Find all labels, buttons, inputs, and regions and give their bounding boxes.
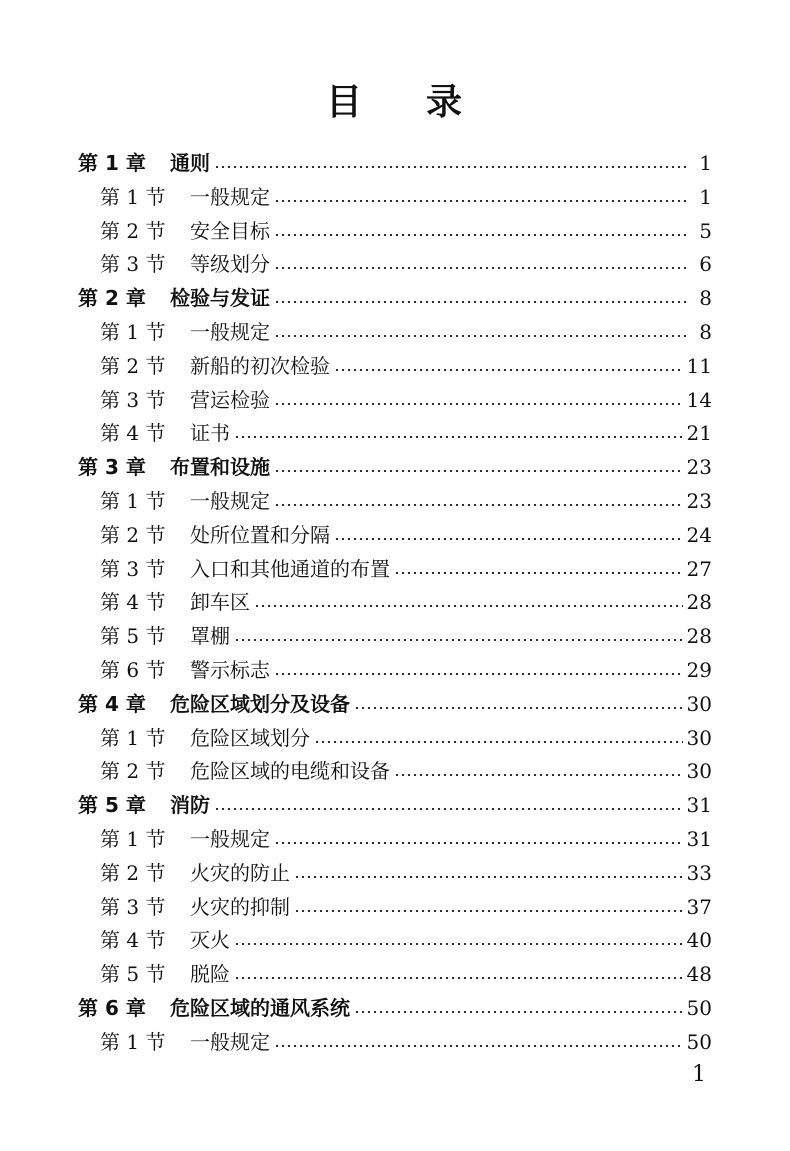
entry-label xyxy=(100,957,230,991)
entry-page-number: 11 xyxy=(686,353,712,378)
entry-title: 检验与发证 xyxy=(170,286,270,311)
entry-title: 消防 xyxy=(170,793,210,818)
entry-page-number: 30 xyxy=(686,725,712,750)
dot-leader xyxy=(234,943,683,945)
toc-section-entry xyxy=(100,383,712,417)
entry-label xyxy=(100,484,270,518)
dot-leader xyxy=(294,876,683,878)
entry-label xyxy=(100,754,390,788)
toc-chapter-entry xyxy=(78,788,712,822)
entry-title: 一般规定 xyxy=(190,489,270,513)
entry-number: 第 2 节 xyxy=(100,759,166,784)
entry-title: 危险区域的电缆和设备 xyxy=(190,759,390,784)
toc-section-entry xyxy=(100,552,712,586)
entry-title: 一般规定 xyxy=(190,320,270,344)
entry-number: 第 1 节 xyxy=(100,827,166,851)
entry-page-number: 1 xyxy=(699,184,712,209)
entry-number: 第 1 节 xyxy=(100,725,166,750)
entry-page-number: 14 xyxy=(686,387,712,412)
entry-label xyxy=(100,1025,270,1059)
entry-page-number: 27 xyxy=(686,556,712,581)
entry-number: 第 1 节 xyxy=(100,184,166,209)
dot-leader xyxy=(274,200,690,202)
entry-page-number: 23 xyxy=(686,489,712,513)
entry-label xyxy=(100,416,230,450)
entry-title: 卸车区 xyxy=(190,590,250,615)
dot-leader xyxy=(214,166,690,168)
entry-number: 第 2 节 xyxy=(100,353,166,378)
dot-leader xyxy=(394,774,683,776)
entry-page-number: 33 xyxy=(686,860,712,885)
entry-title: 一般规定 xyxy=(190,184,270,209)
entry-page-number: 37 xyxy=(686,894,712,919)
toc-section-entry xyxy=(100,349,712,383)
toc-section-entry xyxy=(100,721,712,755)
entry-page-number: 8 xyxy=(699,320,712,344)
toc-chapter-entry xyxy=(78,281,712,315)
dot-leader xyxy=(274,234,690,236)
entry-label xyxy=(100,856,290,890)
entry-label xyxy=(100,214,270,248)
dot-leader xyxy=(294,910,683,912)
title-char-right: 录 xyxy=(426,82,465,123)
entry-number: 第 2 节 xyxy=(100,522,166,547)
entry-page-number: 31 xyxy=(686,793,712,818)
toc-section-entry xyxy=(100,247,712,281)
dot-leader xyxy=(354,707,683,709)
toc-section-entry xyxy=(100,653,712,687)
entry-label xyxy=(100,349,330,383)
toc-chapter-entry xyxy=(78,146,712,180)
entry-title: 入口和其他通道的布置 xyxy=(190,556,390,581)
entry-title: 新船的初次检验 xyxy=(190,353,330,378)
entry-title: 布置和设施 xyxy=(170,455,270,480)
toc-section-entry xyxy=(100,890,712,924)
entry-number: 第 4 章 xyxy=(78,691,146,716)
entry-label xyxy=(100,653,270,687)
dot-leader xyxy=(274,301,690,303)
entry-label xyxy=(78,788,210,822)
dot-leader xyxy=(274,1045,683,1047)
entry-title: 一般规定 xyxy=(190,1029,270,1054)
entry-title: 火灾的防止 xyxy=(190,860,290,885)
entry-page-number: 30 xyxy=(686,759,712,784)
toc-section-entry xyxy=(100,518,712,552)
entry-page-number: 40 xyxy=(686,928,712,953)
entry-page-number: 28 xyxy=(686,624,712,649)
entry-number: 第 1 章 xyxy=(78,151,146,175)
entry-label xyxy=(100,315,270,349)
entry-page-number: 24 xyxy=(686,522,712,547)
entry-page-number: 30 xyxy=(686,691,712,716)
page-title xyxy=(0,74,790,125)
entry-label xyxy=(100,552,390,586)
toc-section-entry xyxy=(100,856,712,890)
dot-leader xyxy=(214,808,683,810)
entry-page-number: 21 xyxy=(686,421,712,446)
toc-section-entry xyxy=(100,315,712,349)
entry-number: 第 1 节 xyxy=(100,320,166,344)
entry-number: 第 5 章 xyxy=(78,793,146,818)
entry-number: 第 6 章 xyxy=(78,996,146,1020)
toc-section-entry xyxy=(100,416,712,450)
dot-leader xyxy=(334,538,683,540)
dot-leader xyxy=(274,842,683,844)
entry-title: 等级划分 xyxy=(190,252,270,277)
entry-label xyxy=(78,146,210,180)
entry-label xyxy=(78,687,350,721)
entry-label xyxy=(100,822,270,856)
dot-leader xyxy=(234,977,683,979)
entry-number: 第 3 章 xyxy=(78,455,146,480)
entry-number: 第 5 节 xyxy=(100,962,166,987)
toc-section-entry xyxy=(100,1025,712,1059)
entry-page-number: 50 xyxy=(686,1029,712,1054)
dot-leader xyxy=(394,572,683,574)
entry-page-number: 6 xyxy=(699,252,712,277)
entry-page-number: 31 xyxy=(686,827,712,851)
entry-title: 安全目标 xyxy=(190,218,270,243)
entry-title: 营运检验 xyxy=(190,387,270,412)
entry-title: 脱险 xyxy=(190,962,230,987)
dot-leader xyxy=(274,267,690,269)
entry-title: 危险区域划分 xyxy=(190,725,310,750)
toc-section-entry xyxy=(100,214,712,248)
entry-title: 灭火 xyxy=(190,928,230,953)
entry-page-number: 29 xyxy=(686,658,712,682)
entry-number: 第 2 章 xyxy=(78,286,146,311)
entry-number: 第 6 节 xyxy=(100,658,166,682)
entry-number: 第 1 节 xyxy=(100,1029,166,1054)
entry-label xyxy=(100,721,310,755)
entry-number: 第 4 节 xyxy=(100,421,166,446)
entry-label xyxy=(100,585,250,619)
toc-section-entry xyxy=(100,484,712,518)
dot-leader xyxy=(314,741,683,743)
entry-title: 罩棚 xyxy=(190,624,230,649)
entry-label xyxy=(100,247,270,281)
toc-section-entry xyxy=(100,822,712,856)
toc-section-entry xyxy=(100,180,712,214)
page-number: 1 xyxy=(692,1062,706,1087)
entry-label xyxy=(78,281,270,315)
toc-chapter-entry xyxy=(78,450,712,484)
entry-page-number: 1 xyxy=(699,151,712,175)
entry-number: 第 3 节 xyxy=(100,252,166,277)
entry-title: 警示标志 xyxy=(190,658,270,682)
entry-label xyxy=(100,383,270,417)
dot-leader xyxy=(274,335,690,337)
entry-page-number: 5 xyxy=(699,218,712,243)
entry-page-number: 23 xyxy=(686,455,712,480)
entry-title: 处所位置和分隔 xyxy=(190,522,330,547)
toc-section-entry xyxy=(100,754,712,788)
entry-title: 证书 xyxy=(190,421,230,446)
dot-leader xyxy=(274,504,683,506)
toc-section-entry xyxy=(100,957,712,991)
entry-label xyxy=(100,619,230,653)
entry-title: 危险区域的通风系统 xyxy=(170,996,350,1020)
entry-number: 第 3 节 xyxy=(100,556,166,581)
toc-section-entry xyxy=(100,585,712,619)
dot-leader xyxy=(274,673,683,675)
entry-number: 第 5 节 xyxy=(100,624,166,649)
toc-chapter-entry xyxy=(78,687,712,721)
entry-title: 通则 xyxy=(170,151,210,175)
entry-label xyxy=(78,991,350,1025)
entry-number: 第 4 节 xyxy=(100,590,166,615)
dot-leader xyxy=(254,605,683,607)
dot-leader xyxy=(274,403,683,405)
dot-leader xyxy=(274,470,683,472)
entry-number: 第 1 节 xyxy=(100,489,166,513)
entry-label xyxy=(100,180,270,214)
entry-number: 第 2 节 xyxy=(100,218,166,243)
toc-chapter-entry xyxy=(78,991,712,1025)
dot-leader xyxy=(234,639,683,641)
entry-number: 第 2 节 xyxy=(100,860,166,885)
dot-leader xyxy=(334,369,683,371)
dot-leader xyxy=(234,436,683,438)
entry-title: 火灾的抑制 xyxy=(190,894,290,919)
entry-page-number: 50 xyxy=(686,996,712,1020)
title-char-left: 目 xyxy=(325,82,364,123)
entry-page-number: 8 xyxy=(699,286,712,311)
dot-leader xyxy=(354,1011,683,1013)
entry-title: 危险区域划分及设备 xyxy=(170,691,350,716)
entry-label xyxy=(100,923,230,957)
entry-page-number: 48 xyxy=(686,962,712,987)
entry-number: 第 3 节 xyxy=(100,894,166,919)
toc-section-entry xyxy=(100,619,712,653)
entry-number: 第 4 节 xyxy=(100,928,166,953)
entry-label xyxy=(100,890,290,924)
entry-label xyxy=(78,450,270,484)
entry-label xyxy=(100,518,330,552)
entry-number: 第 3 节 xyxy=(100,387,166,412)
entry-title: 一般规定 xyxy=(190,827,270,851)
entry-page-number: 28 xyxy=(686,590,712,615)
toc-section-entry xyxy=(100,923,712,957)
